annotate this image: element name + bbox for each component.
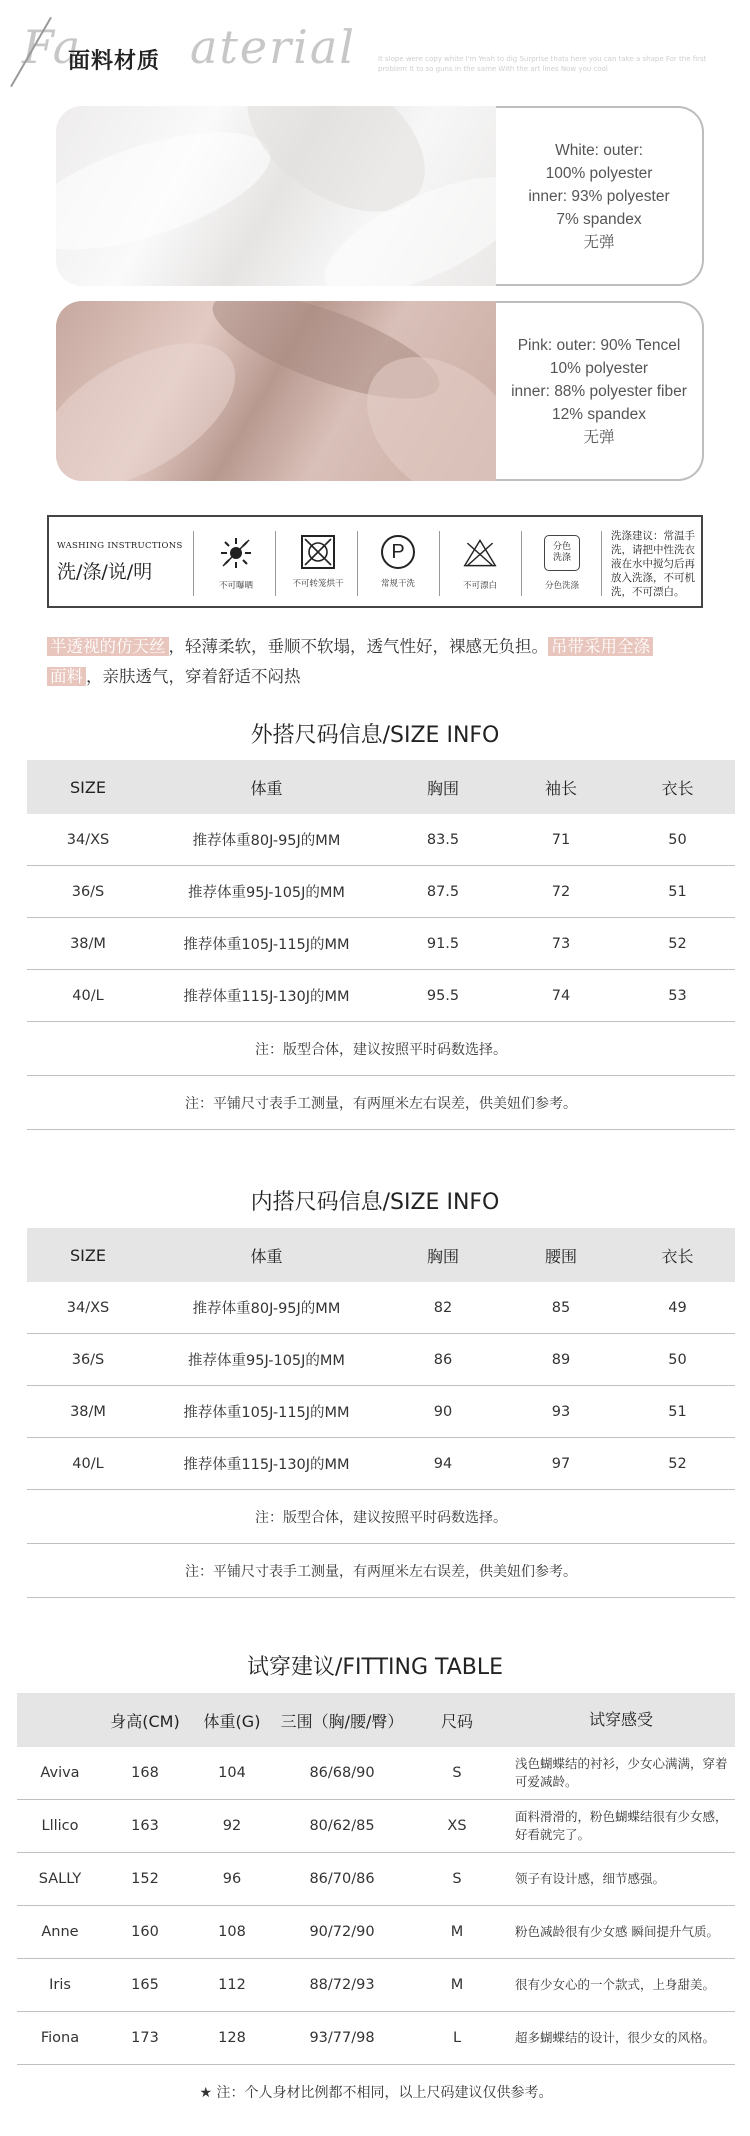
column-header: 体重 xyxy=(250,1246,283,1266)
washing-instructions-box xyxy=(47,515,703,608)
inner-size-title: 内搭尺码信息/SIZE INFO xyxy=(250,1190,500,1215)
fitting-table xyxy=(17,1693,735,2119)
column-header: 身高(CM) xyxy=(110,1711,180,1731)
table-row xyxy=(17,1747,735,1800)
table-cell: L xyxy=(452,2030,462,2046)
table-header xyxy=(27,1228,735,1282)
wash-item xyxy=(531,535,593,591)
table-cell: 51 xyxy=(668,883,687,900)
highlight-text: 吊带采用全涤 xyxy=(548,637,653,656)
fabric-photo-pink xyxy=(56,301,496,481)
table-row xyxy=(17,1853,735,1906)
table-cell: 领子有设计感，细节感强。 xyxy=(515,1871,666,1886)
column-header: 腰围 xyxy=(544,1246,577,1266)
divider xyxy=(439,531,440,596)
table-cell: XS xyxy=(447,1818,467,1834)
decorative-script-right: aterial xyxy=(190,20,356,74)
outer-size-table xyxy=(27,760,735,1130)
column-header: 胸围 xyxy=(426,1246,459,1266)
wash-caption: 分色洗涤 xyxy=(544,581,579,591)
table-cell: 浅色蝴蝶结的衬衫，少女心满满，穿着可爱减龄。 xyxy=(515,1756,728,1789)
decorative-subtext: It slope were copy white I'm Yeah to dig Surprise thats here you can take a shape For the first problem It to so guns in the same With the art lines Now you cool xyxy=(378,55,707,73)
table-cell: 165 xyxy=(131,1977,159,1993)
wash-caption: 不可转笼烘干 xyxy=(292,579,344,589)
fabric-info-line: White: outer: xyxy=(555,141,643,159)
table-row xyxy=(17,1800,735,1853)
table-header xyxy=(17,1693,735,1747)
table-cell: Iris xyxy=(49,1977,71,1993)
table-cell: 160 xyxy=(131,1924,159,1940)
table-row xyxy=(17,2012,735,2065)
table-note: 注：版型合体，建议按照平时码数选择。 xyxy=(27,1490,735,1544)
table-cell: 173 xyxy=(131,2030,159,2046)
table-cell: 73 xyxy=(551,935,571,952)
wash-caption: 不可漂白 xyxy=(462,581,497,591)
table-cell: 推荐体重95J-105J的MM xyxy=(188,1353,345,1369)
table-cell: Lllico xyxy=(41,1818,79,1834)
table-cell: 推荐体重115J-130J的MM xyxy=(183,1457,350,1473)
table-cell: 104 xyxy=(218,1765,246,1781)
table-cell: 93 xyxy=(551,1403,571,1420)
column-header: SIZE xyxy=(70,777,106,797)
table-cell: 72 xyxy=(551,883,571,900)
description-text: ，亲肤透气，穿着舒适不闷热 xyxy=(86,667,301,686)
fabric-info-line: 无弹 xyxy=(583,428,615,446)
column-header: 三围（胸/腰/臀） xyxy=(280,1711,404,1731)
table-cell: 88/72/93 xyxy=(309,1977,375,1993)
wash-caption: 不可曝晒 xyxy=(218,581,253,591)
table-row xyxy=(27,1386,735,1438)
washing-title-cn: 洗/涤/说/明 xyxy=(57,561,153,583)
column-header: 尺码 xyxy=(440,1711,473,1731)
table-cell: 82 xyxy=(433,1299,453,1316)
table-cell: S xyxy=(452,1765,462,1781)
table-cell: 93/77/98 xyxy=(309,2030,375,2046)
table-cell: 112 xyxy=(218,1977,246,1993)
fabric-info-line: 100% polyester xyxy=(545,164,653,182)
table-cell: 89 xyxy=(551,1351,571,1368)
no-sun-icon xyxy=(218,535,254,571)
decorative-script-left: Fa xyxy=(22,20,83,74)
column-header: 袖长 xyxy=(544,778,577,798)
outer-size-title: 外搭尺码信息/SIZE INFO xyxy=(250,723,500,748)
table-cell: 96 xyxy=(222,1871,242,1887)
table-cell: M xyxy=(450,1977,464,1993)
column-header: 体重 xyxy=(250,778,283,798)
separate-wash-icon xyxy=(544,535,580,571)
table-cell: 34/XS xyxy=(66,831,110,848)
description-text: ，轻薄柔软，垂顺不软塌，透气性好，裸感无负担。 xyxy=(168,637,548,656)
page-title: 面料材质 xyxy=(68,49,161,74)
table-cell: M xyxy=(450,1924,464,1940)
table-row xyxy=(27,1438,735,1490)
washing-title-en: WASHING INSTRUCTIONS xyxy=(57,541,183,551)
wash-item xyxy=(205,535,267,591)
wash-caption: 常规干洗 xyxy=(380,579,415,589)
table-cell: 168 xyxy=(131,1765,159,1781)
table-row xyxy=(27,1334,735,1386)
table-cell: 90 xyxy=(433,1403,453,1420)
table-cell: 74 xyxy=(551,987,571,1004)
table-cell: S xyxy=(452,1871,462,1887)
column-header: 衣长 xyxy=(661,778,694,798)
column-header: 衣长 xyxy=(661,1246,694,1266)
column-header: 胸围 xyxy=(426,778,459,798)
table-row xyxy=(17,1906,735,1959)
table-cell: 面料滑滑的，粉色蝴蝶结很有少女感，好看就完了。 xyxy=(515,1809,728,1842)
fabric-info-line: inner: 93% polyester xyxy=(528,187,670,205)
table-cell: 40/L xyxy=(72,1455,104,1472)
table-cell: 36/S xyxy=(71,1351,105,1368)
table-cell: 86 xyxy=(433,1351,453,1368)
table-row xyxy=(27,1282,735,1334)
table-cell: 71 xyxy=(551,831,571,848)
column-header: 体重(G) xyxy=(203,1711,261,1731)
table-cell: 50 xyxy=(668,831,687,848)
table-cell: 83.5 xyxy=(426,831,460,848)
table-note: ★ 注：个人身材比例都不相同，以上尺码建议仅供参考。 xyxy=(199,2085,553,2101)
table-cell: 108 xyxy=(218,1924,246,1940)
table-cell: 推荐体重115J-130J的MM xyxy=(183,989,350,1005)
table-cell: 36/S xyxy=(71,883,105,900)
fabric-description xyxy=(47,632,717,692)
table-note: 注：版型合体，建议按照平时码数选择。 xyxy=(27,1022,735,1076)
table-cell: Aviva xyxy=(40,1765,80,1781)
table-cell: 90/72/90 xyxy=(309,1924,375,1940)
table-cell: 85 xyxy=(551,1299,571,1316)
column-header: SIZE xyxy=(70,1245,106,1265)
table-cell: 94 xyxy=(433,1455,453,1472)
table-cell: 95.5 xyxy=(426,987,460,1004)
no-tumble-dry-icon xyxy=(301,535,335,569)
column-header: 试穿感受 xyxy=(588,1710,653,1729)
no-bleach-icon xyxy=(462,535,498,571)
table-cell: 163 xyxy=(131,1818,159,1834)
highlight-text: 面料 xyxy=(47,667,86,686)
table-cell: 52 xyxy=(668,935,687,952)
table-cell: 86/68/90 xyxy=(309,1765,375,1781)
table-row xyxy=(27,970,735,1022)
fabric-info-line: Pink: outer: 90% Tencel xyxy=(517,336,681,354)
table-row xyxy=(17,1959,735,2012)
dry-clean-p-icon: P xyxy=(381,535,415,569)
table-cell: 86/70/86 xyxy=(309,1871,375,1887)
table-cell: 40/L xyxy=(72,987,104,1004)
table-row xyxy=(27,918,735,970)
table-cell: Fiona xyxy=(40,2030,80,2046)
table-cell: 52 xyxy=(668,1455,687,1472)
table-cell: 51 xyxy=(668,1403,687,1420)
fabric-photo-white xyxy=(56,106,496,286)
separate-wash-icon-text: 分色 洗涤 xyxy=(552,542,571,563)
fabric-info-line: 无弹 xyxy=(583,233,615,251)
table-cell: 92 xyxy=(222,1818,242,1834)
table-cell: 推荐体重80J-95J的MM xyxy=(192,833,341,849)
fabric-card-pink xyxy=(56,301,704,481)
table-cell: 34/XS xyxy=(66,1299,110,1316)
table-cell: 50 xyxy=(668,1351,687,1368)
divider xyxy=(601,531,602,596)
table-cell: 53 xyxy=(668,987,687,1004)
table-cell: 49 xyxy=(668,1299,687,1316)
table-cell: 80/62/85 xyxy=(309,1818,375,1834)
table-cell: 128 xyxy=(218,2030,246,2046)
fabric-info-line: inner: 88% polyester fiber xyxy=(511,382,687,400)
wash-item xyxy=(367,535,429,589)
table-cell: 粉色减龄很有少女感 瞬间提升气质。 xyxy=(515,1924,719,1939)
table-cell: 推荐体重80J-95J的MM xyxy=(192,1301,341,1317)
highlight-text: 半透视的仿天丝 xyxy=(47,637,169,656)
table-cell: 超多蝴蝶结的设计，很少女的风格。 xyxy=(515,2030,716,2045)
table-row xyxy=(27,814,735,866)
table-cell: 91.5 xyxy=(426,935,460,952)
table-cell: 152 xyxy=(131,1871,159,1887)
fitting-table-title: 试穿建议/FITTING TABLE xyxy=(246,1655,504,1680)
fabric-info-line: 7% spandex xyxy=(556,210,642,228)
washing-advice: 洗涤建议：常温手洗，请把中性洗衣液在水中搅匀后再放入洗涤，不可机洗，不可漂白。 xyxy=(611,530,695,598)
table-cell: 87.5 xyxy=(426,883,460,900)
table-cell: Anne xyxy=(41,1924,79,1940)
fabric-info-line: 10% polyester xyxy=(549,359,649,377)
divider xyxy=(357,531,358,596)
table-cell: 97 xyxy=(551,1455,571,1472)
table-note: 注：平铺尺寸表手工测量，有两厘米左右误差，供美妞们参考。 xyxy=(27,1544,735,1598)
section-header xyxy=(0,0,750,95)
fabric-info-line: 12% spandex xyxy=(552,405,646,423)
table-cell: SALLY xyxy=(38,1871,82,1887)
fabric-card-white xyxy=(56,106,704,286)
wash-item xyxy=(287,535,349,589)
inner-size-table xyxy=(27,1228,735,1598)
table-cell: 推荐体重95J-105J的MM xyxy=(188,885,345,901)
divider xyxy=(193,531,194,596)
table-cell: 很有少女心的一个款式，上身甜美。 xyxy=(515,1977,716,1992)
table-cell: 38/M xyxy=(70,1403,106,1420)
table-row xyxy=(27,866,735,918)
table-note: 注：平铺尺寸表手工测量，有两厘米左右误差，供美妞们参考。 xyxy=(27,1076,735,1130)
wash-item xyxy=(449,535,511,591)
divider xyxy=(521,531,522,596)
divider xyxy=(275,531,276,596)
table-cell: 推荐体重105J-115J的MM xyxy=(183,1405,350,1421)
table-cell: 推荐体重105J-115J的MM xyxy=(183,937,350,953)
table-cell: 38/M xyxy=(70,935,106,952)
fabric-info-pink xyxy=(496,301,704,481)
fabric-info-white xyxy=(496,106,704,286)
table-header xyxy=(27,760,735,814)
